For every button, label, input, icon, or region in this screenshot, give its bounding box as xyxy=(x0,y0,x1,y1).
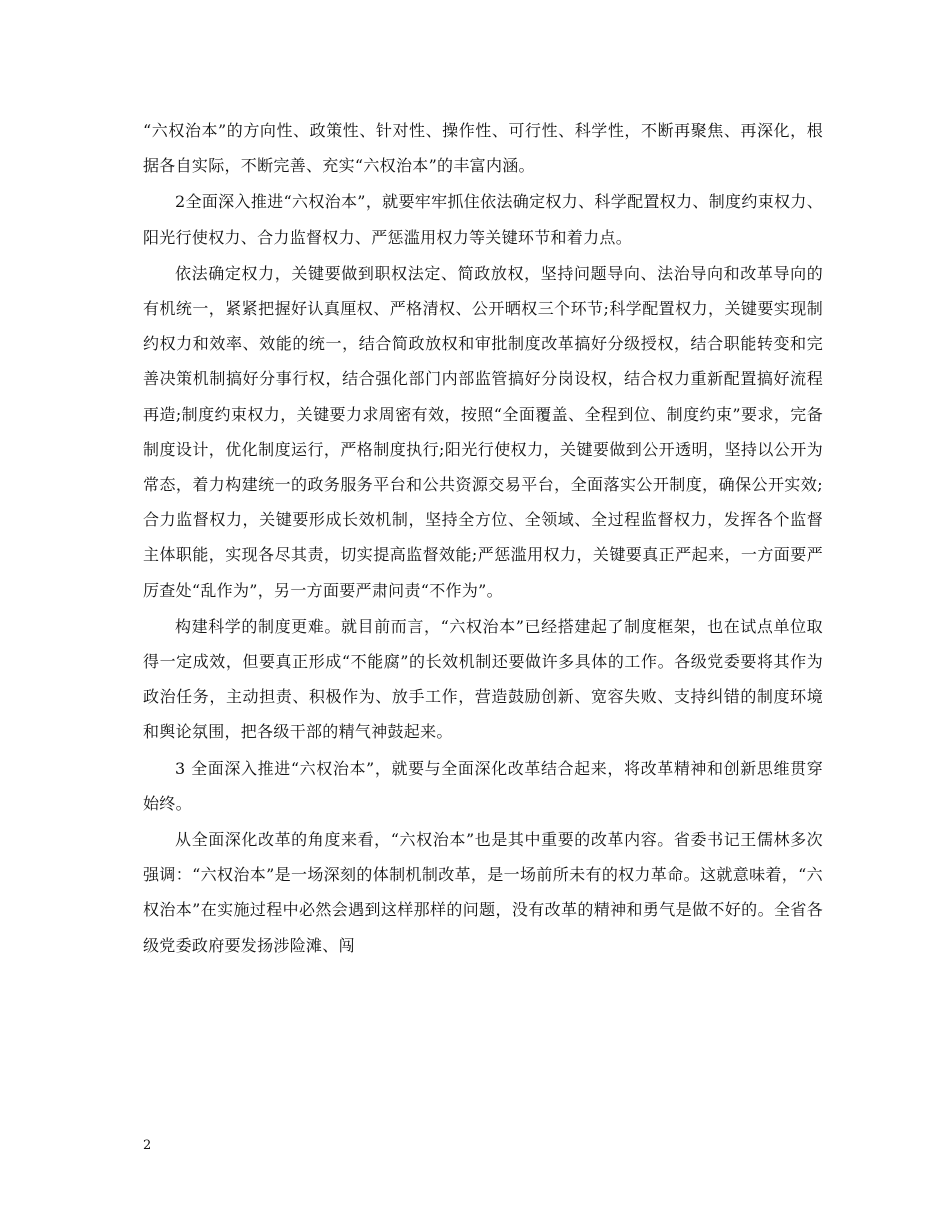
paragraph-section-3-heading: 3 全面深入推进“六权治本”，就要与全面深化改革结合起来，将改革精神和创新思维贯穿始终。 xyxy=(143,758,823,813)
document-body xyxy=(143,113,823,964)
paragraph-power-details: 依法确定权力，关键要做到职权法定、简政放权，坚持问题导向、法治导向和改革导向的有机统一，紧紧把握好认真厘权、严格清权、公开晒权三个环节;科学配置权力，关键要实现制约权力和效率、效能的统一，结合简政放权和审批制度改革搞好分级授权，结合职能转变和完善决策机制搞好分事行权，结合强化部门内部监管搞好分岗设权，结合权力重新配置搞好流程再造;制度约束权力，关键要力求周密有效，按照“全面覆盖、全程到位、制度约束”要求，完备制度设计，优化制度运行，严格制度执行;阳光行使权力，关键要做到公开透明，坚持以公开为常态，着力构建统一的政务服务平台和公共资源交易平台，全面落实公开制度，确保公开实效;合力监督权力，关键要形成长效机制，坚持全方位、全领域、全过程监督权力，发挥各个监督主体职能，实现各尽其责，切实提高监督效能;严惩滥用权力，关键要真正严起来，一方面要严厉查处“乱作为”，另一方面要严肃问责“不作为”。 xyxy=(143,263,823,600)
page-number: 2 xyxy=(143,1138,152,1153)
paragraph-institution-building: 构建科学的制度更难。就目前而言，“六权治本”已经搭建起了制度框架，也在试点单位取得一定成效，但要真正形成“不能腐”的长效机制还要做许多具体的工作。各级党委要将其作为政治任务，主动担责、积极作为、放手工作，营造鼓励创新、宽容失败、支持纠错的制度环境和舆论氛围，把各级干部的精气神鼓起来。 xyxy=(143,616,823,742)
paragraph-continuation: “六权治本”的方向性、政策性、针对性、操作性、可行性、科学性，不断再聚焦、再深化，根据各自实际，不断完善、充实“六权治本”的丰富内涵。 xyxy=(143,121,823,176)
paragraph-section-2-heading: 2全面深入推进“六权治本”，就要牢牢抓住依法确定权力、科学配置权力、制度约束权力、阳光行使权力、合力监督权力、严惩滥用权力等关键环节和着力点。 xyxy=(143,192,823,247)
paragraph-reform-perspective: 从全面深化改革的角度来看，“六权治本”也是其中重要的改革内容。省委书记王儒林多次强调：“六权治本”是一场深刻的体制机制改革，是一场前所未有的权力革命。这就意味着，“六权治本”在实施过程中必然会遇到这样那样的问题，没有改革的精神和勇气是做不好的。全省各级党委政府要发扬涉险滩、闯 xyxy=(143,830,823,955)
